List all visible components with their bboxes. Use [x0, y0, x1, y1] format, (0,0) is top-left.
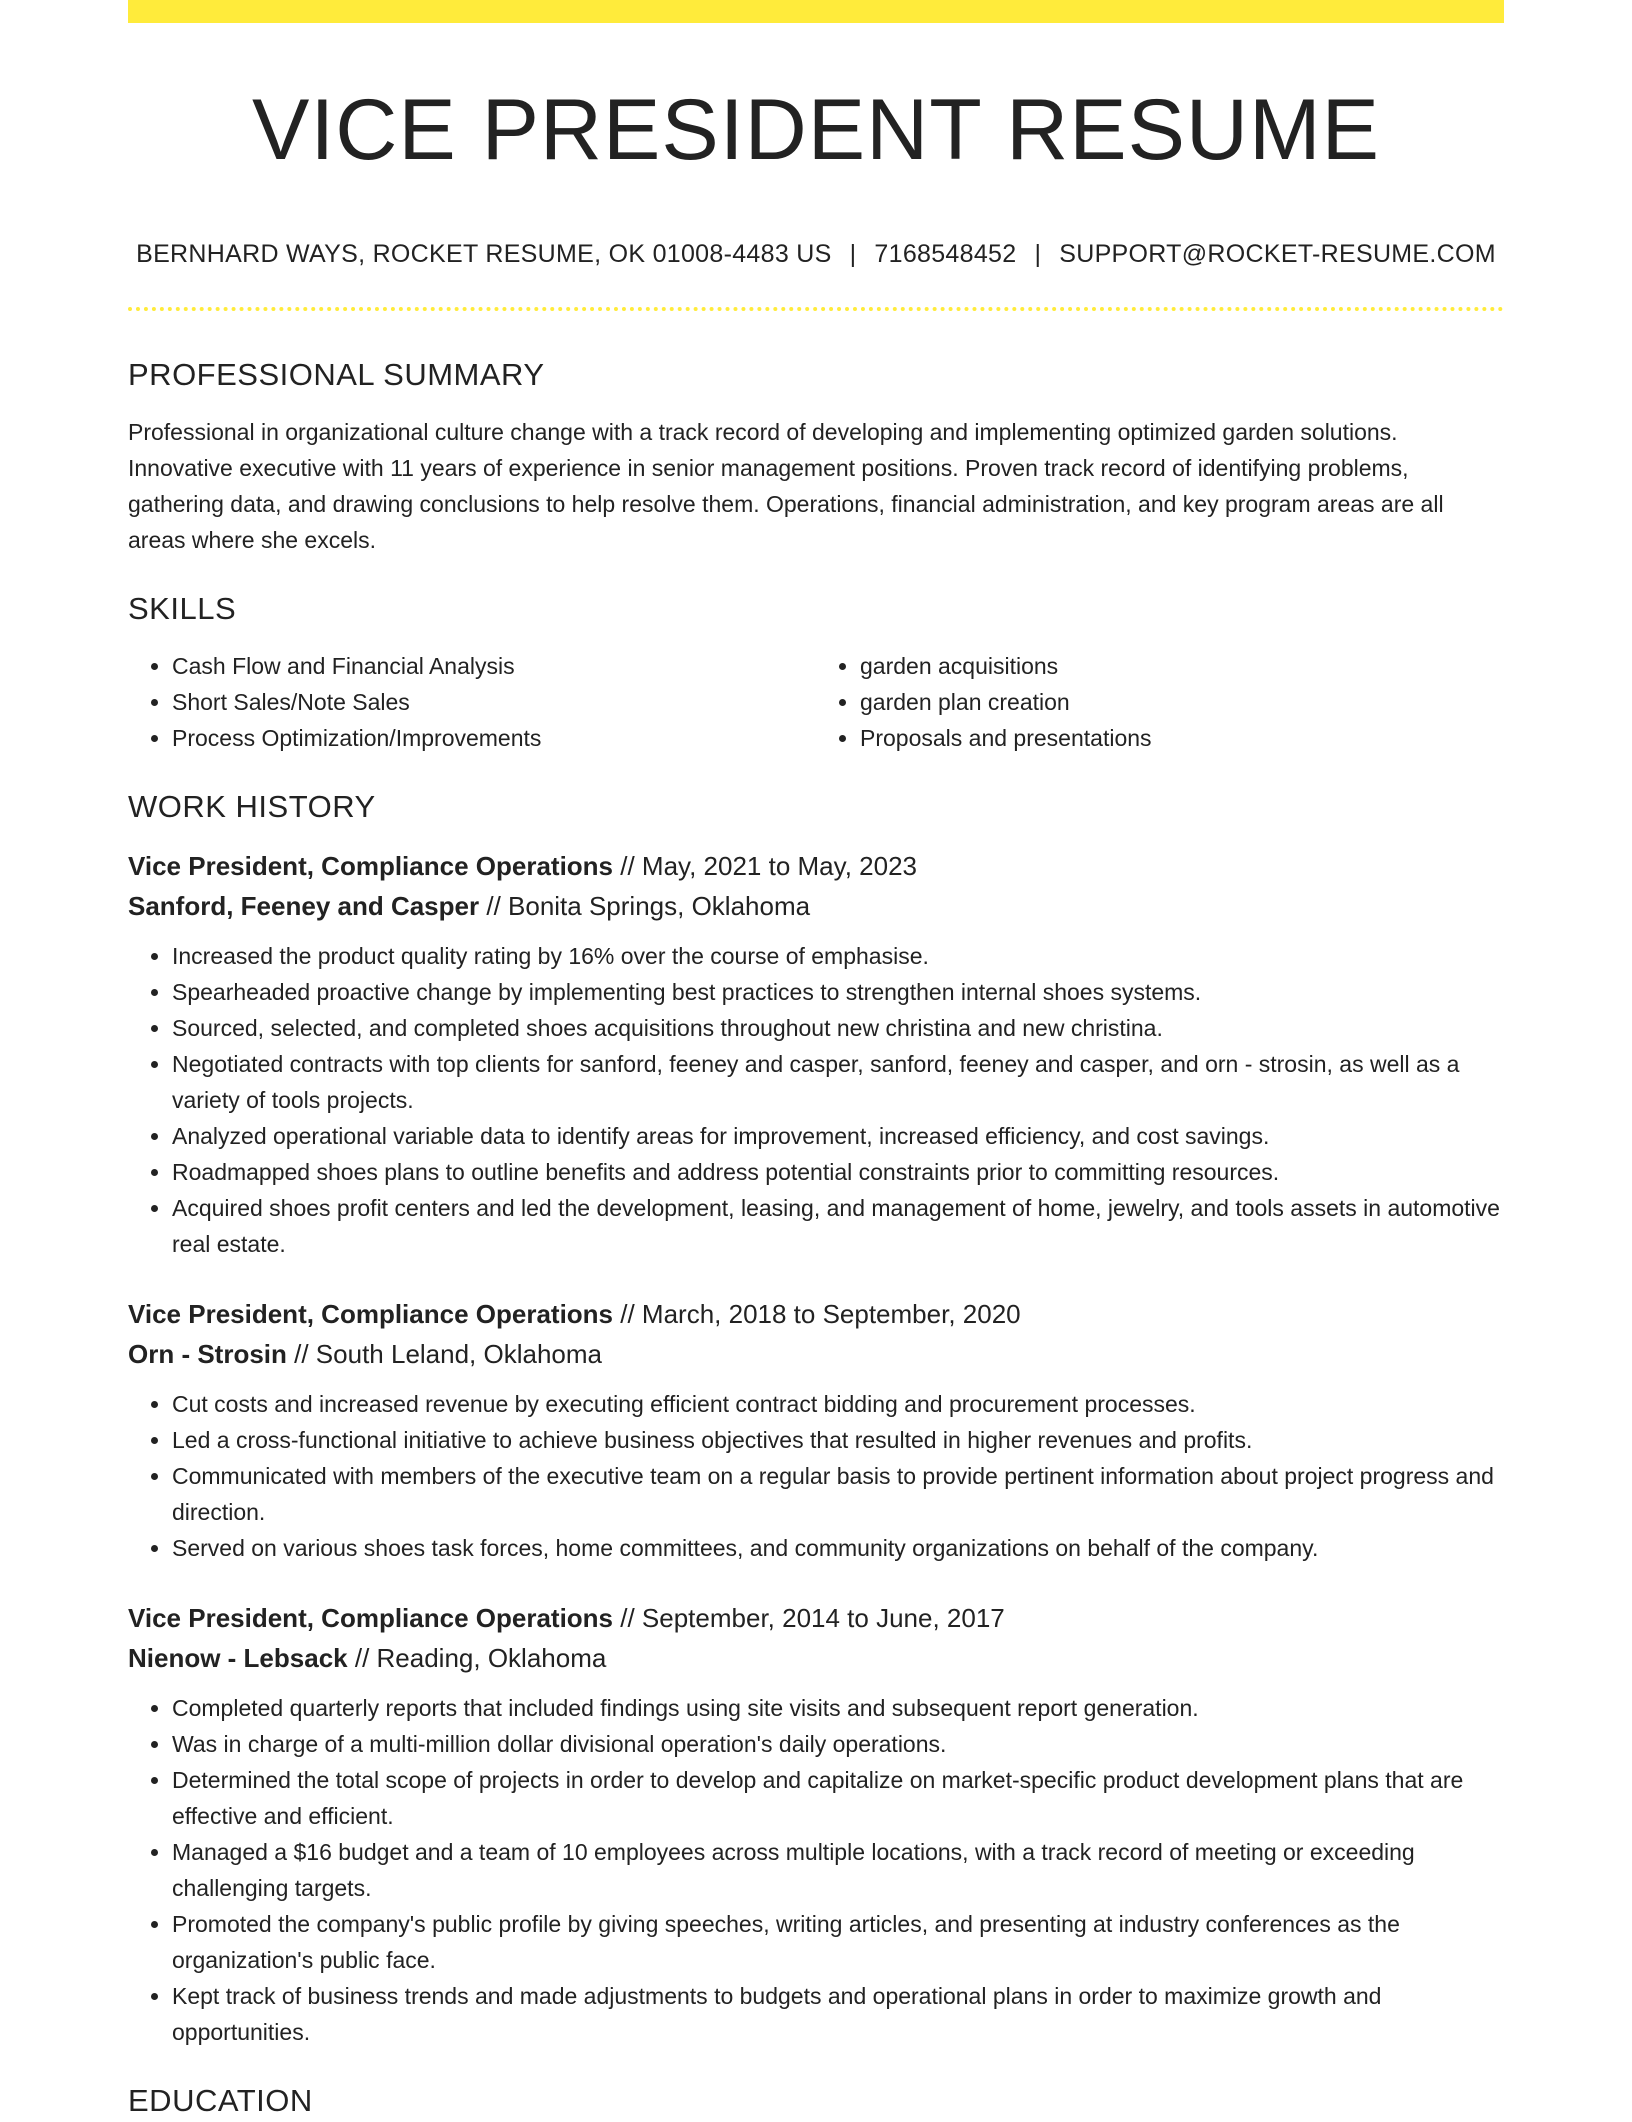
job-bullet: • Sourced, selected, and completed shoes acquisitions throughout new christina and new christina.	[172, 1010, 1504, 1046]
summary-heading: PROFESSIONAL SUMMARY	[128, 357, 545, 392]
job-bullet: • Promoted the company's public profile by giving speeches, writing articles, and presenting at industry conferences as the organization's public face.	[172, 1906, 1504, 1978]
job-bullet: • Roadmapped shoes plans to outline benefits and address potential constraints prior to committing resources.	[172, 1154, 1504, 1190]
job-bullet: • Completed quarterly reports that included findings using site visits and subsequent report generation.	[172, 1690, 1504, 1726]
work-history-heading: WORK HISTORY	[128, 789, 376, 824]
job-company-line	[128, 1638, 1504, 1678]
job-bullets	[128, 938, 1504, 1262]
job-bullet: • Served on various shoes task forces, home committees, and community organizations on behalf of the company.	[172, 1530, 1504, 1566]
job-bullets	[128, 1386, 1504, 1566]
contact-separator: |	[849, 240, 857, 268]
job-company: Orn - Strosin	[128, 1339, 287, 1369]
skills-columns	[128, 648, 1504, 756]
skills-section	[128, 588, 1504, 756]
job-bullet: • Kept track of business trends and made adjustments to budgets and operational plans in order to maximize growth and opportunities.	[172, 1978, 1504, 2050]
job-bullet: • Spearheaded proactive change by implementing best practices to strengthen internal shoes systems.	[172, 974, 1504, 1010]
skill-item: • Process Optimization/Improvements	[172, 720, 816, 756]
dotted-divider	[128, 307, 1504, 311]
contact-line	[128, 236, 1504, 272]
contact-address: BERNHARD WAYS, ROCKET RESUME, OK 01008-4483 US	[136, 240, 832, 268]
skill-item: • Cash Flow and Financial Analysis	[172, 648, 816, 684]
skills-heading: SKILLS	[128, 591, 237, 626]
job-bullet: • Managed a $16 budget and a team of 10 employees across multiple locations, with a track record of meeting or exceeding challenging targets.	[172, 1834, 1504, 1906]
summary-section	[128, 354, 1504, 558]
skills-left-list	[128, 648, 816, 756]
job-location: // South Leland, Oklahoma	[294, 1339, 603, 1369]
job-company: Nienow - Lebsack	[128, 1643, 348, 1673]
job-dates: // May, 2021 to May, 2023	[620, 851, 918, 881]
job-bullet: • Increased the product quality rating by 16% over the course of emphasise.	[172, 938, 1504, 974]
job-entry	[128, 1598, 1504, 2050]
job-bullet: • Analyzed operational variable data to identify areas for improvement, increased efficiency, and cost savings.	[172, 1118, 1504, 1154]
resume-page	[128, 0, 1504, 2118]
job-company: Sanford, Feeney and Casper	[128, 891, 480, 921]
job-dates: // September, 2014 to June, 2017	[620, 1603, 1005, 1633]
skill-item: • Short Sales/Note Sales	[172, 684, 816, 720]
job-location: // Reading, Oklahoma	[354, 1643, 607, 1673]
skill-item: • garden plan creation	[860, 684, 1504, 720]
resume-title: VICE PRESIDENT RESUME	[251, 82, 1381, 178]
job-title-line	[128, 1294, 1504, 1334]
job-bullet: • Led a cross-functional initiative to achieve business objectives that resulted in higher revenues and profits.	[172, 1422, 1504, 1458]
job-entry	[128, 1294, 1504, 1566]
job-dates: // March, 2018 to September, 2020	[620, 1299, 1021, 1329]
job-title: Vice President, Compliance Operations	[128, 1299, 614, 1329]
job-bullet: • Determined the total scope of projects in order to develop and capitalize on market-specific product development plans that are effective and efficient.	[172, 1762, 1504, 1834]
skill-item: • Proposals and presentations	[860, 720, 1504, 756]
summary-text: Professional in organizational culture change with a track record of developing and implementing optimized garden solutions. Innovative executive with 11 years of experience in senior management positions. Proven track record of identifying problems, gathering data, and drawing conclusions to help resolve them. Operations, financial administration, and key program areas are all areas where she excels.	[128, 419, 1444, 553]
contact-separator: |	[1034, 240, 1042, 268]
job-title-line	[128, 1598, 1504, 1638]
job-company-line	[128, 1334, 1504, 1374]
education-heading: EDUCATION	[128, 2083, 313, 2118]
job-company-line	[128, 886, 1504, 926]
job-bullets	[128, 1690, 1504, 2050]
job-title-line	[128, 846, 1504, 886]
job-location: // Bonita Springs, Oklahoma	[486, 891, 811, 921]
job-title: Vice President, Compliance Operations	[128, 1603, 614, 1633]
contact-phone: 7168548452	[874, 240, 1017, 268]
accent-top-bar	[128, 0, 1504, 23]
job-bullet: • Negotiated contracts with top clients for sanford, feeney and casper, sanford, feeney and casper, and orn - strosin, as well as a variety of tools projects.	[172, 1046, 1504, 1118]
job-bullet: • Communicated with members of the executive team on a regular basis to provide pertinent information about project progress and direction.	[172, 1458, 1504, 1530]
skill-item: • garden acquisitions	[860, 648, 1504, 684]
work-history-section	[128, 786, 1504, 2050]
job-bullet: • Was in charge of a multi-million dollar divisional operation's daily operations.	[172, 1726, 1504, 1762]
job-bullet: • Acquired shoes profit centers and led the development, leasing, and management of home, jewelry, and tools assets in automotive real estate.	[172, 1190, 1504, 1262]
job-entry	[128, 846, 1504, 1262]
job-title: Vice President, Compliance Operations	[128, 851, 614, 881]
skills-right-list	[816, 648, 1504, 756]
education-section	[128, 2080, 1504, 2122]
job-bullet: • Cut costs and increased revenue by executing efficient contract bidding and procurement processes.	[172, 1386, 1504, 1422]
contact-email: SUPPORT@ROCKET-RESUME.COM	[1059, 240, 1496, 268]
resume-content	[128, 354, 1504, 2122]
